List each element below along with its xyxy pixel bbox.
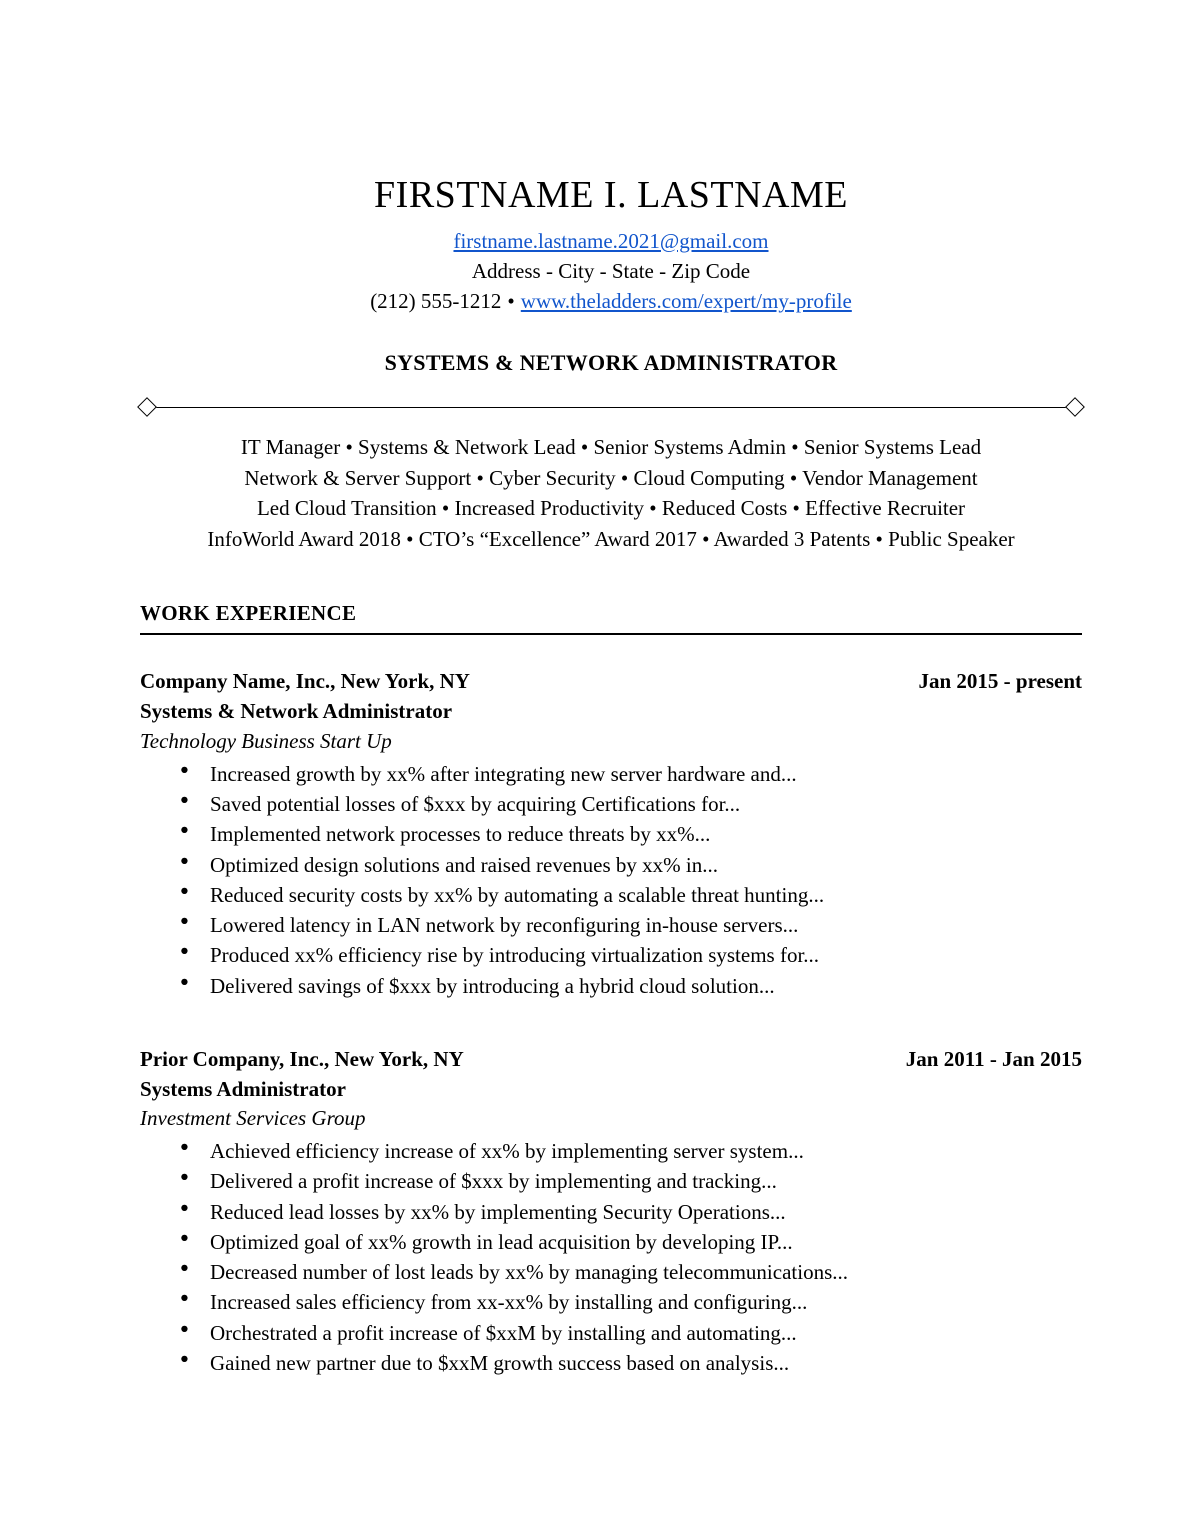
bullet-item: ● Delivered savings of $xxx by introducing a hybrid cloud solution... (180, 971, 1082, 1001)
bullet-item: ● Increased growth by xx% after integrating new server hardware and... (180, 759, 1082, 789)
summary-line: Led Cloud Transition • Increased Productivity • Reduced Costs • Effective Recruiter (256, 496, 966, 521)
bullet-item: ● Reduced security costs by xx% by automating a scalable threat hunting... (180, 880, 1082, 910)
phone-line (140, 286, 1082, 316)
company-name: Prior Company, Inc., New York, NY (140, 1046, 464, 1071)
job-role: Systems & Network Administrator (140, 699, 453, 724)
bullet-item: ● Saved potential losses of $xxx by acquiring Certifications for... (180, 789, 1082, 819)
job-header-row (140, 1045, 1082, 1075)
bullet-item: ● Gained new partner due to $xxM growth success based on analysis... (180, 1348, 1082, 1378)
bullet-item: ● Lowered latency in LAN network by reconfiguring in-house servers... (180, 910, 1082, 940)
job-entry (140, 1045, 1082, 1378)
bullet-item: ● Implemented network processes to reduce threats by xx%... (180, 819, 1082, 849)
summary-block (140, 432, 1082, 555)
email-line (140, 226, 1082, 256)
bullet-item: ● Optimized goal of xx% growth in lead acquisition by developing IP... (180, 1227, 1082, 1257)
job-descriptor: Technology Business Start Up (140, 729, 392, 754)
email-link[interactable]: firstname.lastname.2021@gmail.com (453, 228, 769, 253)
job-dates: Jan 2011 - Jan 2015 (905, 1046, 1082, 1071)
professional-title: SYSTEMS & NETWORK ADMINISTRATOR (384, 349, 838, 375)
summary-line: IT Manager • Systems & Network Lead • Senior Systems Admin • Senior Systems Lead (240, 435, 982, 460)
bullet-item: ● Decreased number of lost leads by xx% by managing telecommunications... (180, 1257, 1082, 1287)
decorative-rule (140, 396, 1082, 418)
bullet-item: ● Optimized design solutions and raised revenues by xx% in... (180, 850, 1082, 880)
summary-line: InfoWorld Award 2018 • CTO’s “Excellence” Award 2017 • Awarded 3 Patents • Public Speaker (207, 527, 1015, 552)
work-experience-heading: WORK EXPERIENCE (140, 599, 1082, 636)
bullet-item: ● Increased sales efficiency from xx-xx% by installing and configuring... (180, 1287, 1082, 1317)
job-bullet-list (180, 759, 1082, 1001)
bullet-item: ● Delivered a profit increase of $xxx by implementing and tracking... (180, 1166, 1082, 1196)
job-entry (140, 667, 1082, 1000)
job-role: Systems Administrator (140, 1076, 346, 1101)
bullet-separator: • (507, 289, 515, 314)
phone-number: (212) 555-1212 (370, 289, 502, 314)
job-descriptor: Investment Services Group (140, 1106, 366, 1131)
contact-header (140, 172, 1082, 317)
bullet-item: ● Reduced lead losses by xx% by implementing Security Operations... (180, 1197, 1082, 1227)
address-line: Address - City - State - Zip Code (471, 258, 751, 283)
rule-line (152, 407, 1070, 408)
summary-line: Network & Server Support • Cyber Security • Cloud Computing • Vendor Management (244, 465, 978, 490)
person-name: FIRSTNAME I. LASTNAME (374, 174, 848, 216)
bullet-item: ● Produced xx% efficiency rise by introducing virtualization systems for... (180, 940, 1082, 970)
diamond-icon-left (137, 397, 157, 417)
diamond-icon-right (1065, 397, 1085, 417)
job-header-row (140, 667, 1082, 697)
profile-link[interactable]: www.theladders.com/expert/my-profile (520, 289, 852, 314)
bullet-item: ● Orchestrated a profit increase of $xxM by installing and automating... (180, 1318, 1082, 1348)
company-name: Company Name, Inc., New York, NY (140, 669, 470, 694)
job-bullet-list (180, 1136, 1082, 1378)
job-dates: Jan 2015 - present (918, 669, 1082, 694)
bullet-item: ● Achieved efficiency increase of xx% by implementing server system... (180, 1136, 1082, 1166)
